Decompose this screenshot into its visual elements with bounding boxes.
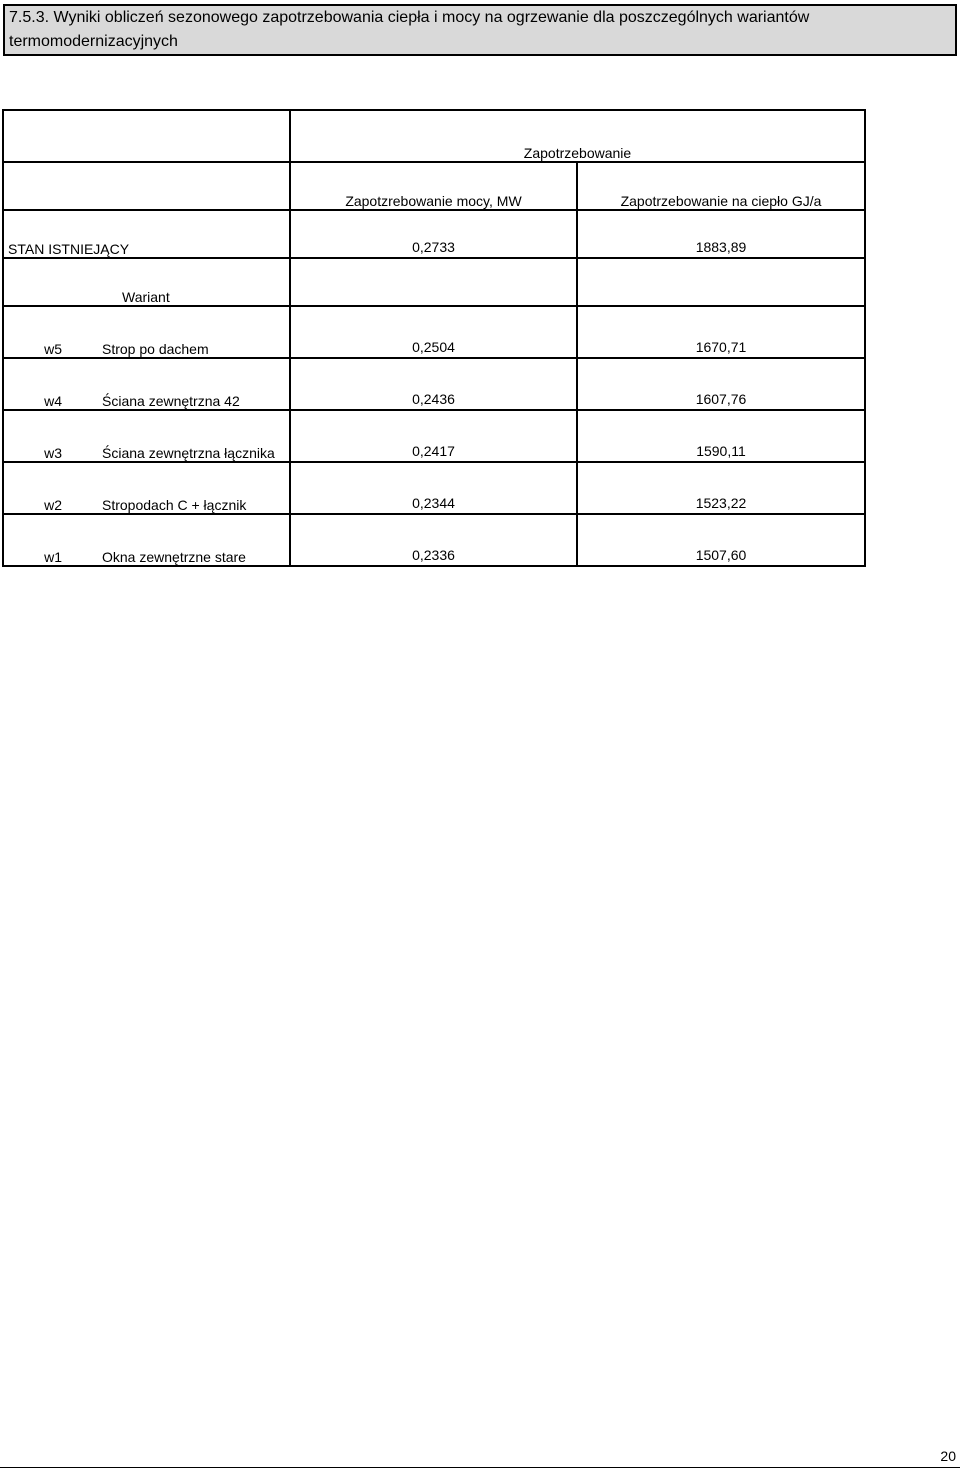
page-number: 20	[940, 1448, 956, 1464]
variant-name: Strop po dachem	[102, 341, 209, 357]
variant-cell	[3, 306, 290, 358]
header-empty-cell	[3, 110, 290, 162]
existing-state-power: 0,2733	[290, 210, 577, 258]
variant-code: w4	[44, 393, 62, 409]
existing-state-heat: 1883,89	[577, 210, 865, 258]
variant-heat: 1523,22	[577, 462, 865, 514]
variant-power: 0,2436	[290, 358, 577, 410]
section-title-line1: 7.5.3. Wyniki obliczeń sezonowego zapotrzebowania ciepła i mocy na ogrzewanie dla poszczególnych wariantów	[9, 9, 810, 26]
table-row	[3, 462, 865, 514]
variant-header-label: Wariant	[122, 289, 170, 305]
variant-heat: 1607,76	[577, 358, 865, 410]
variant-code: w1	[44, 549, 62, 565]
table-header-row-group	[3, 110, 865, 162]
variant-header-spacer-2	[577, 258, 865, 306]
variant-name: Stropodach C + łącznik	[102, 497, 247, 513]
variant-name: Ściana zewnętrzna łącznika	[102, 445, 275, 461]
variant-power: 0,2417	[290, 410, 577, 462]
header-spacer-cell	[3, 162, 290, 210]
table-row	[3, 514, 865, 566]
variant-header-cell	[3, 258, 290, 306]
variant-cell	[3, 358, 290, 410]
table-row	[3, 358, 865, 410]
variant-heat: 1590,11	[577, 410, 865, 462]
header-heat-cell: Zapotrzebowanie na ciepło GJ/a	[577, 162, 865, 210]
variant-heat: 1507,60	[577, 514, 865, 566]
variant-header-row	[3, 258, 865, 306]
section-title-line2: termomodernizacyjnych	[9, 33, 178, 50]
section-title	[3, 4, 957, 56]
header-power-cell: Zapotzrebowanie mocy, MW	[290, 162, 577, 210]
variant-code: w5	[44, 341, 62, 357]
header-group-cell: Zapotrzebowanie	[290, 110, 865, 162]
variant-power: 0,2336	[290, 514, 577, 566]
variant-name: Okna zewnętrzne stare	[102, 549, 246, 565]
existing-state-row	[3, 210, 865, 258]
variant-cell	[3, 514, 290, 566]
variant-header-spacer-1	[290, 258, 577, 306]
page-bottom-rule	[0, 1467, 960, 1468]
table-row	[3, 410, 865, 462]
variant-power: 0,2344	[290, 462, 577, 514]
table-row	[3, 306, 865, 358]
results-table	[2, 109, 866, 567]
variant-cell	[3, 462, 290, 514]
variant-heat: 1670,71	[577, 306, 865, 358]
variant-code: w3	[44, 445, 62, 461]
variant-cell	[3, 410, 290, 462]
variant-code: w2	[44, 497, 62, 513]
table-header-row-columns	[3, 162, 865, 210]
variant-name: Ściana zewnętrzna 42	[102, 393, 240, 409]
variant-power: 0,2504	[290, 306, 577, 358]
existing-state-label: STAN ISTNIEJĄCY	[3, 210, 290, 258]
